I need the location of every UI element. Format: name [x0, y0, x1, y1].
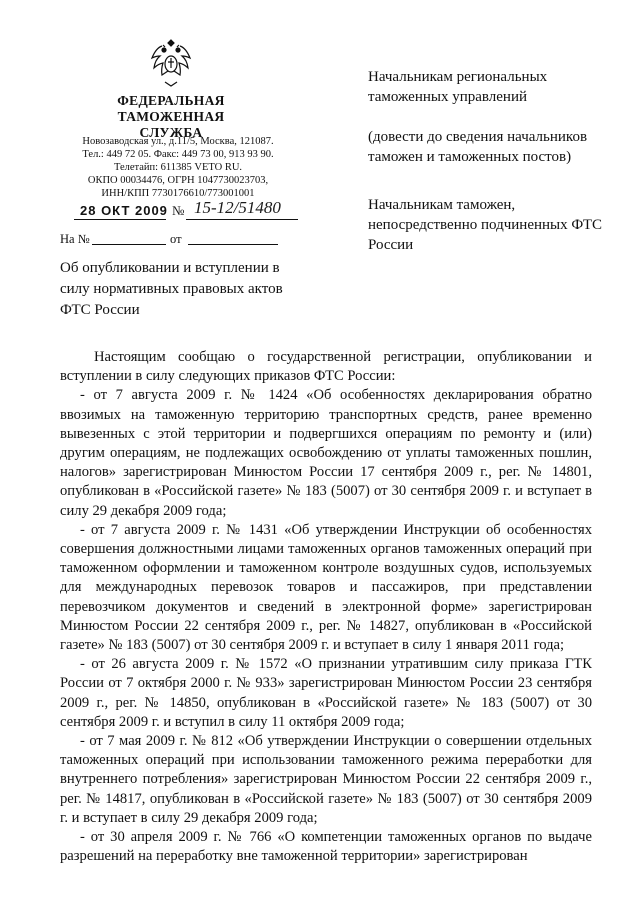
- reference-row: [60, 232, 300, 252]
- outgoing-date-stamp: 28 ОКТ 2009: [80, 203, 168, 218]
- address-line: ОКПО 00034476, ОГРН 1047730023703,: [87, 175, 269, 186]
- reference-number-blank: [92, 244, 166, 245]
- outgoing-registration-row: [66, 200, 306, 228]
- addressee-note: (довести до сведения начальников таможен и таможенных постов): [368, 129, 588, 165]
- outgoing-number-handwritten: 15-12/51480: [194, 198, 281, 217]
- addressee-customs: Начальникам таможен, непосредственно подчиненных ФТС России: [368, 197, 603, 253]
- reference-number-label: На №: [60, 232, 90, 246]
- org-name-line-2: ТАМОЖЕННАЯ СЛУЖБА: [117, 109, 225, 140]
- address-line: Телетайп: 611385 VETO RU.: [113, 162, 243, 173]
- order-item: - от 26 августа 2009 г. № 1572 «О признании утратившим силу приказа ГТК России от 7 октября 2000 г. № 933» зарегистрирован Минюстом России 23 сентября 2009 г., рег. № 14850, опубликован в «Российской газете» № 183 (5007) от 30 сентября 2009 г. и вступил в силу 11 октября 2009 года;: [60, 656, 592, 730]
- organization-name: [90, 93, 252, 141]
- number-underline: [186, 219, 298, 220]
- order-item: - от 7 августа 2009 г. № 1424 «Об особенностях декларирования обратно ввозимых на таможенную территорию транспортных средств, ранее временно вывезенных с этой территории и подвергшихся операциям по ремонту и (или) другим операциям, не подлежащих освобождению от уплаты таможенных пошлин, налогов» зарегистрирован Минюстом России 17 сентября 2009 г., рег. № 14801, опубликован в «Российской газете» № 183 (5007) от 30 сентября 2009 г. и вступает в силу 29 декабря 2009 года;: [60, 387, 592, 519]
- coat-of-arms-emblem: [150, 36, 192, 88]
- body-intro: Настоящим сообщаю о государственной регистрации, опубликовании и вступлении в силу следующих приказов ФТС России:: [60, 349, 592, 385]
- order-item: - от 7 августа 2009 г. № 1431 «Об утверждении Инструкции об особенностях совершения должностными лицами таможенных органов таможенных операций при таможенном оформлении и таможенном контроле воздушных судов, используемых для международных перевозок товаров и пассажиров, при представлении перевозчиком документов и сведений в электронной форме» зарегистрирован Минюстом России 22 сентября 2009 г., рег. № 14827, опубликован в «Российской газете» № 183 (5007) от 30 сентября 2009 г. и вступает в силу 1 января 2011 года;: [60, 521, 592, 654]
- address-line: Тел.: 449 72 05. Факс: 449 73 00, 913 93 90.: [82, 149, 274, 160]
- reference-date-label: от: [170, 232, 182, 246]
- letter-body: [60, 348, 592, 866]
- reference-date-blank: [188, 244, 278, 245]
- addressee-block: [368, 67, 608, 275]
- number-sign: №: [172, 203, 185, 218]
- organization-address: [66, 135, 290, 200]
- address-line: ИНН/КПП 7730176610/773001001: [101, 188, 255, 199]
- order-item: - от 7 мая 2009 г. № 812 «Об утверждении Инструкции о совершении отдельных таможенных операций при использовании таможенного режима переработки для внутреннего потребления» зарегистрирован Минюстом России 22 сентября 2009 г., рег. № 14817, опубликован в «Российской газете» № 183 (5007) от 30 сентября 2009 г. и вступает в силу 29 декабря 2009 года;: [60, 733, 592, 826]
- org-name-line-1: ФЕДЕРАЛЬНАЯ: [117, 93, 225, 108]
- address-line: Новозаводская ул., д.11/5, Москва, 121087.: [82, 136, 274, 147]
- order-item: - от 30 апреля 2009 г. № 766 «О компетенции таможенных органов по выдаче разрешений на переработку вне таможенной территории» зарегистрирован: [60, 829, 592, 865]
- date-underline: [74, 219, 166, 220]
- addressee-regional: Начальникам региональных таможенных управлений: [368, 69, 548, 105]
- letter-subject: Об опубликовании и вступлении в силу нормативных правовых актов ФТС России: [60, 260, 283, 318]
